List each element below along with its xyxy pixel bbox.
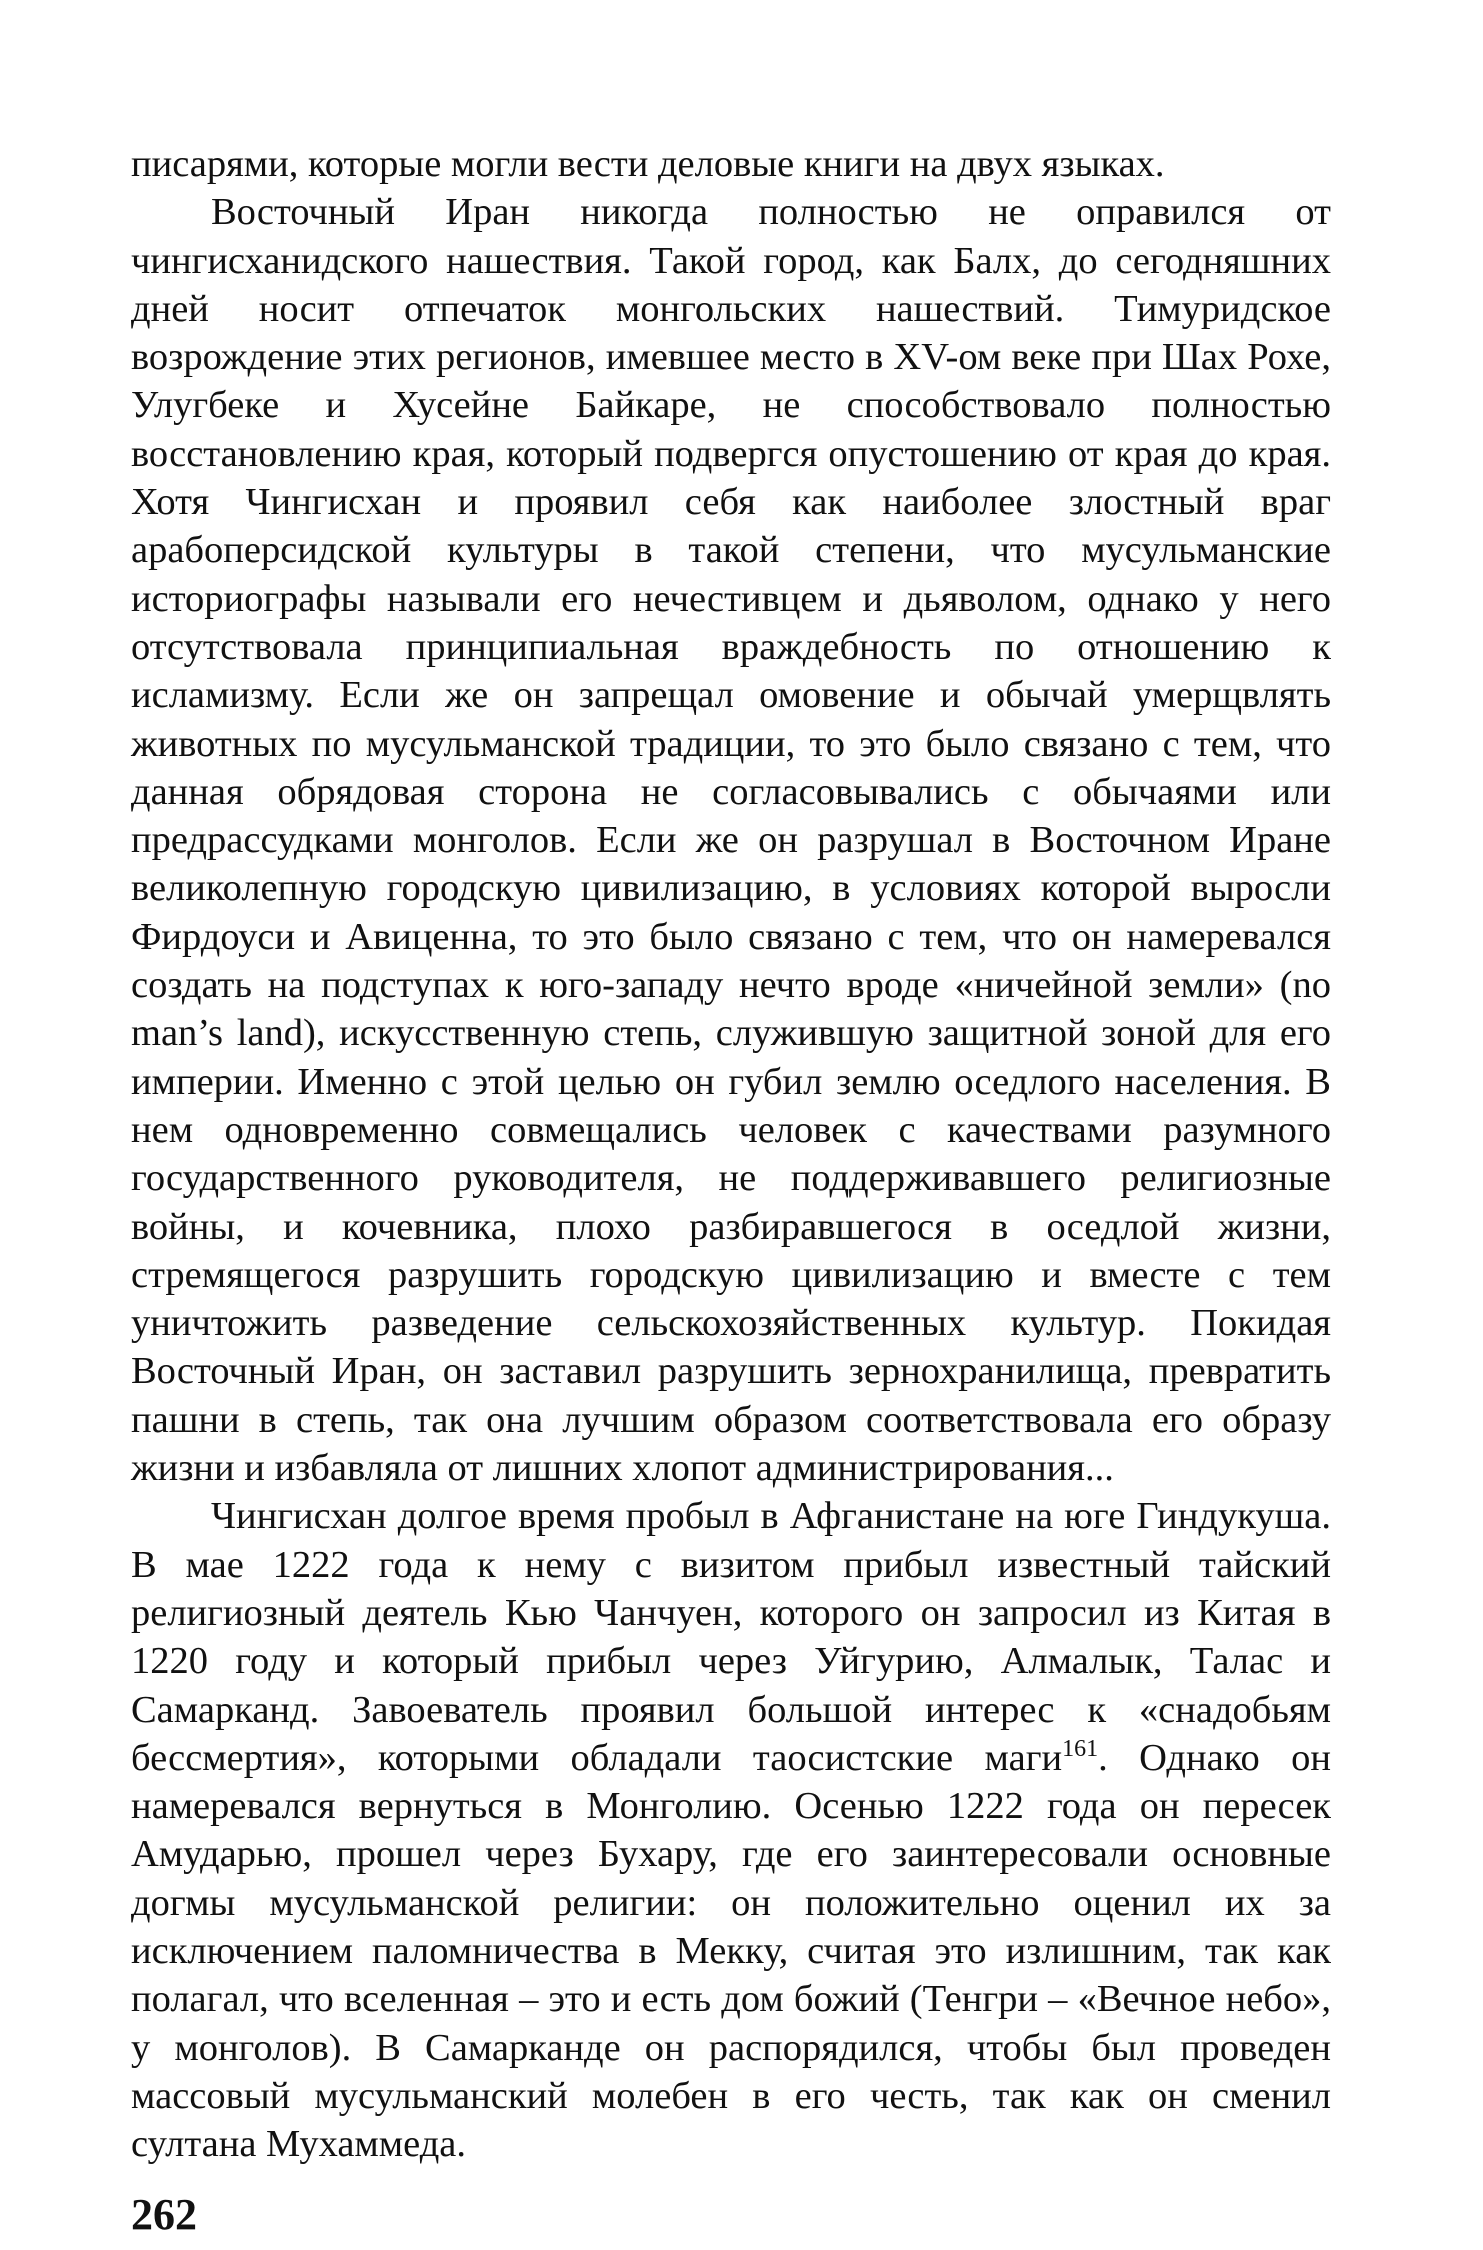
paragraph-text-before-footnote: Чингисхан долгое время пробыл в Афганистане на юге Гиндукуша. В мае 1222 года к нему с визитом прибыл известный тайский религиозный деятель Кью Чанчуен, которого он запросил из Китая в 1220 году и который прибыл через Уйгурию, Алмалык, Талас и Самарканд. Завоеватель проявил большой интерес к «снадобьям бессмертия», которыми обладали таосистские маги bbox=[131, 1495, 1331, 1779]
paragraph-opening-line: писарями, которые могли вести деловые книги на двух языках. bbox=[131, 143, 1165, 185]
page-number: 262 bbox=[131, 2190, 197, 2239]
paragraph-genghis-afghanistan bbox=[131, 1492, 1331, 2168]
book-page-body bbox=[131, 140, 1331, 2168]
footnote-reference: 161 bbox=[1062, 1735, 1099, 1762]
paragraph-text-after-footnote: . Однако он намеревался вернуться в Монголию. Осенью 1222 года он пересек Амударью, прошел через Бухару, где его заинтересовали основные догмы мусульманской религии: он положительно оценил их за исключением паломничества в Мекку, считая это излишним, так как полагал, что вселенная – это и есть дом божий (Тенгри – «Вечное небо», у монголов). В Самарканде он распорядился, чтобы был проведен массовый мусульманский молебен в его честь, так как он сменил султана Мухаммеда. bbox=[131, 1736, 1331, 2166]
paragraph-eastern-iran: Восточный Иран никогда полностью не оправился от чингисханидского нашествия. Такой город, как Балх, до сегодняшних дней носит отпечаток монгольских нашествий. Тимуридское возрождение этих регионов, имевшее место в XV-ом веке при Шах Рохе, Улугбеке и Хусейне Байкаре, не способствовало полностью восстановлению края, который подвергся опустошению от края до края. Хотя Чингисхан и проявил себя как наиболее злостный враг арабоперсидской культуры в такой степени, что мусульманские историографы называли его нечестивцем и дьяволом, однако у него отсутствовала принципиальная враждебность по отношению к исламизму. Если же он запрещал омовение и обычай умерщвлять животных по мусульманской традиции, то это было связано с тем, что данная обрядовая сторона не согласовывались с обычаями или предрассудками монголов. Если же он разрушал в Восточном Иране великолепную городскую цивилизацию, в условиях которой выросли Фирдоуси и Авиценна, то это было связано с тем, что он намеревался создать на подступах к юго-западу нечто вроде «ничейной земли» (no man’s land), искусственную степь, служившую защитной зоной для его империи. Именно с этой целью он губил землю оседлого населения. В нем одновременно совмещались человек с качествами разумного государственного руководителя, не поддерживавшего религиозные войны, и кочевника, плохо разбиравшегося в оседлой жизни, стремящегося разрушить городскую цивилизацию и вместе с тем уничтожить разведение сельскохозяйственных культур. Покидая Восточный Иран, он заставил разрушить зернохранилища, превратить пашни в степь, так она лучшим образом соответствовала его образу жизни и избавляла от лишних хлопот администрирования... bbox=[131, 191, 1331, 1490]
